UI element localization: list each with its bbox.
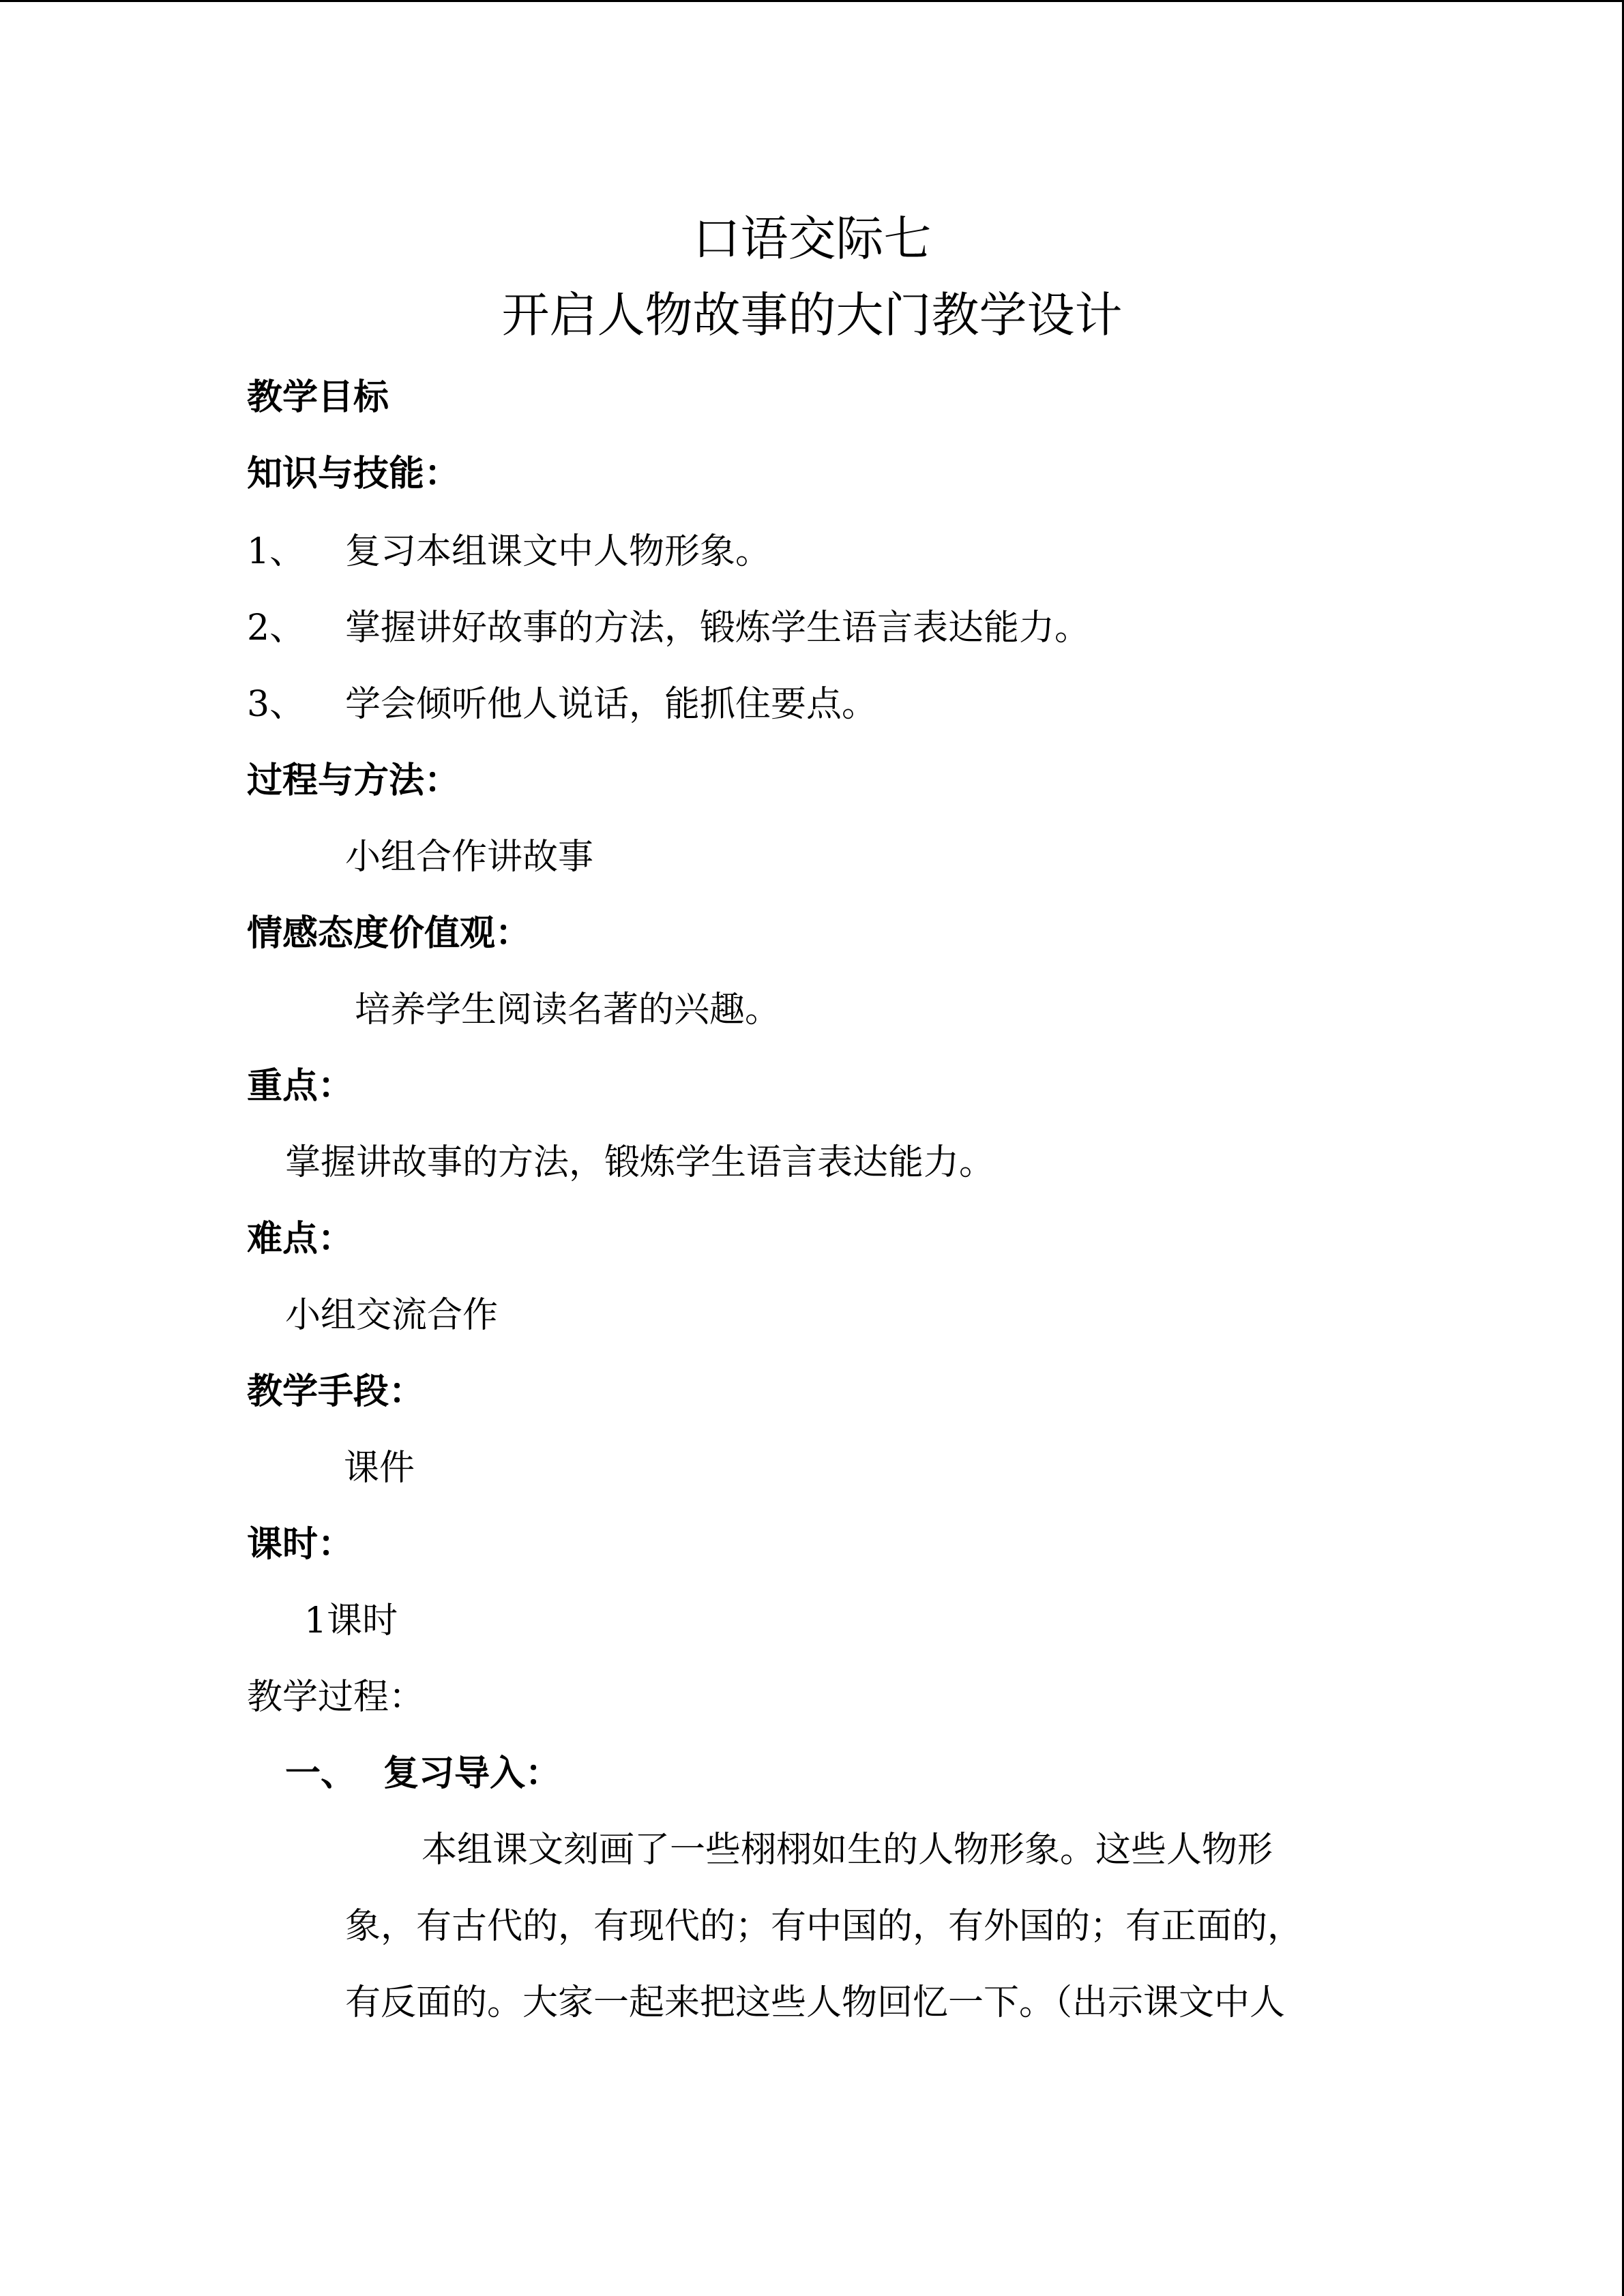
knowledge-item-3-num: 3、 (247, 684, 306, 725)
difficulty-heading: 难点： (247, 1219, 354, 1259)
difficulty-text: 小组交流合作 (285, 1295, 499, 1336)
emotion-text: 培养学生阅读名著的兴趣。 (355, 989, 781, 1030)
title-line-2: 开启人物故事的大门教学设计 (501, 287, 1123, 343)
section-1-heading: 复习导入： (383, 1753, 561, 1794)
knowledge-item-2-text: 掌握讲好故事的方法，锻炼学生语言表达能力。 (345, 608, 1091, 648)
means-heading: 教学手段： (247, 1371, 425, 1412)
title-line-1: 口语交际七 (692, 211, 932, 267)
knowledge-heading: 知识与技能： (247, 453, 460, 494)
teaching-process-label: 教学过程： (247, 1677, 425, 1718)
objectives-heading: 教学目标 (247, 377, 389, 418)
knowledge-item-1-text: 复习本组课文中人物形象。 (345, 531, 771, 572)
section-1-paragraph-line-3: 有反面的。大家一起来把这些人物回忆一下。（出示课文中人 (345, 1982, 1286, 2023)
hours-text: 1课时 (304, 1600, 398, 1641)
section-1-number: 一、 (285, 1753, 357, 1794)
section-1-paragraph-line-1: 本组课文刻画了一些栩栩如生的人物形象。这些人物形 (422, 1830, 1273, 1870)
knowledge-item-1-num: 1、 (247, 531, 306, 572)
section-1-paragraph-line-2: 象，有古代的，有现代的；有中国的，有外国的；有正面的， (345, 1906, 1303, 1947)
means-text: 课件 (344, 1448, 415, 1489)
hours-heading: 课时： (247, 1524, 354, 1565)
key-text: 掌握讲故事的方法，锻炼学生语言表达能力。 (285, 1142, 995, 1183)
emotion-heading: 情感态度价值观： (247, 913, 531, 954)
knowledge-item-3-text: 学会倾听他人说话，能抓住要点。 (345, 684, 878, 725)
key-heading: 重点： (247, 1066, 354, 1107)
process-text: 小组合作讲故事 (345, 837, 594, 878)
process-heading: 过程与方法： (247, 760, 460, 801)
knowledge-item-2-num: 2、 (247, 608, 306, 648)
